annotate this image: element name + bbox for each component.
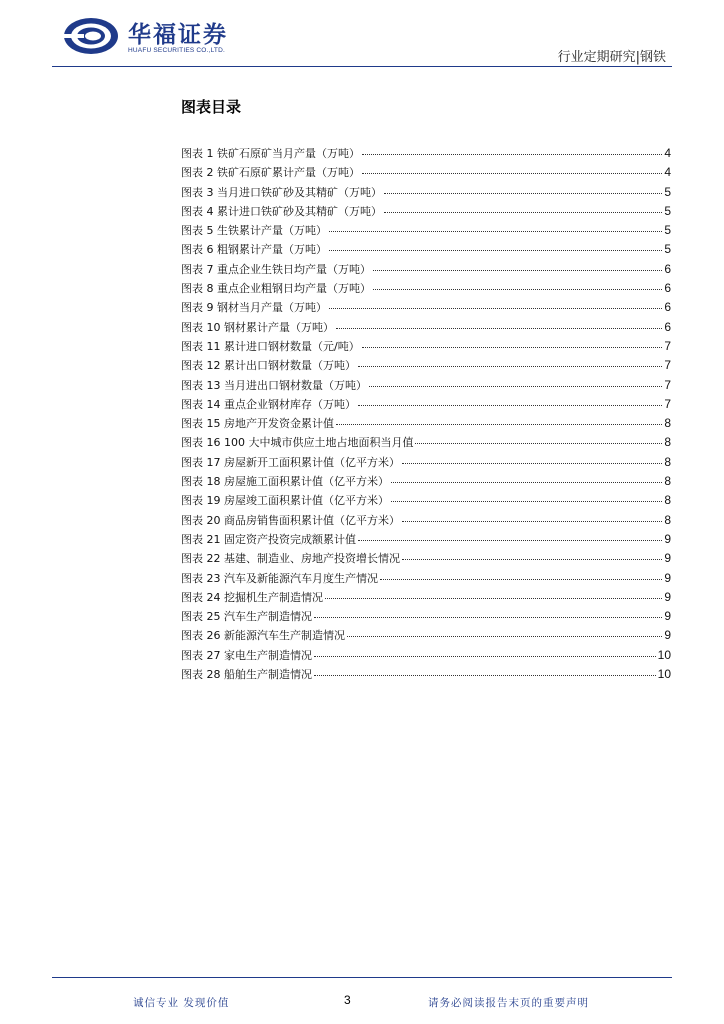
toc-entry-label: 图表 20 商品房销售面积累计值（亿平方米） bbox=[181, 513, 400, 527]
toc-entry-page: 9 bbox=[664, 570, 671, 585]
toc-entry[interactable] bbox=[181, 434, 671, 453]
toc-entry[interactable] bbox=[181, 145, 671, 164]
toc-entry[interactable] bbox=[181, 473, 671, 492]
toc-dot-leader bbox=[362, 347, 663, 348]
toc-dot-leader bbox=[391, 501, 662, 502]
toc-entry-page: 8 bbox=[664, 493, 671, 508]
logo-chinese-name: 华福证券 bbox=[128, 21, 228, 48]
toc-entry-page: 9 bbox=[664, 609, 671, 624]
toc-dot-leader bbox=[329, 250, 662, 251]
toc-entry[interactable] bbox=[181, 261, 671, 280]
toc-dot-leader bbox=[369, 386, 662, 387]
toc-title: 图表目录 bbox=[181, 98, 242, 116]
toc-entry-label: 图表 2 铁矿石原矿累计产量（万吨） bbox=[181, 166, 360, 180]
toc-dot-leader bbox=[373, 270, 662, 271]
toc-entry[interactable] bbox=[181, 164, 671, 183]
toc-entry[interactable] bbox=[181, 338, 671, 357]
toc-dot-leader bbox=[347, 636, 662, 637]
toc-entry-page: 9 bbox=[664, 551, 671, 566]
toc-dot-leader bbox=[329, 308, 662, 309]
toc-entry[interactable] bbox=[181, 627, 671, 646]
toc-dot-leader bbox=[314, 617, 662, 618]
toc-dot-leader bbox=[358, 405, 662, 406]
toc-entry-label: 图表 8 重点企业粗钢日均产量（万吨） bbox=[181, 282, 371, 296]
toc-entry[interactable] bbox=[181, 454, 671, 473]
toc-dot-leader bbox=[380, 579, 662, 580]
toc-dot-leader bbox=[402, 521, 662, 522]
huafu-logo-icon bbox=[62, 16, 120, 56]
toc-entry-label: 图表 1 铁矿石原矿当月产量（万吨） bbox=[181, 147, 360, 160]
toc-entry-label: 图表 5 生铁累计产量（万吨） bbox=[181, 224, 327, 238]
toc-entry-page: 5 bbox=[664, 242, 671, 257]
toc-entry-page: 4 bbox=[664, 146, 671, 160]
toc-dot-leader bbox=[325, 598, 662, 599]
toc-entry[interactable] bbox=[181, 357, 671, 376]
toc-entry-page: 6 bbox=[664, 300, 671, 315]
footer-divider bbox=[52, 977, 672, 978]
page-number: 3 bbox=[344, 993, 351, 1007]
toc-entry-label: 图表 18 房屋施工面积累计值（亿平方米） bbox=[181, 475, 389, 489]
toc-entry-page: 8 bbox=[664, 454, 671, 469]
toc-entry-label: 图表 22 基建、制造业、房地产投资增长情况 bbox=[181, 552, 400, 566]
toc-entry-label: 图表 24 挖掘机生产制造情况 bbox=[181, 590, 323, 604]
toc-entry[interactable] bbox=[181, 299, 671, 318]
toc-dot-leader bbox=[358, 540, 662, 541]
toc-entry-label: 图表 13 当月进出口钢材数量（万吨） bbox=[181, 378, 367, 392]
toc-dot-leader bbox=[384, 212, 662, 213]
toc-entry-page: 6 bbox=[664, 281, 671, 296]
toc-entry[interactable] bbox=[181, 184, 671, 203]
toc-entry-page: 9 bbox=[664, 628, 671, 643]
toc-entry-page: 6 bbox=[664, 319, 671, 334]
toc-dot-leader bbox=[314, 656, 656, 657]
toc-entry[interactable] bbox=[181, 222, 671, 241]
toc-entry-label: 图表 26 新能源汽车生产制造情况 bbox=[181, 629, 345, 643]
toc-entry-page: 9 bbox=[664, 531, 671, 546]
toc-dot-leader bbox=[402, 463, 662, 464]
toc-entry-label: 图表 10 钢材累计产量（万吨） bbox=[181, 320, 334, 334]
logo-english-name: HUAFU SECURITIES CO.,LTD. bbox=[128, 47, 225, 54]
toc-dot-leader bbox=[336, 424, 662, 425]
toc-entry[interactable] bbox=[181, 512, 671, 531]
toc-entry-label: 图表 27 家电生产制造情况 bbox=[181, 648, 312, 662]
toc-entry[interactable] bbox=[181, 319, 671, 338]
toc-entry[interactable] bbox=[181, 396, 671, 415]
toc-entry-label: 图表 9 钢材当月产量（万吨） bbox=[181, 301, 327, 315]
toc-entry-label: 图表 23 汽车及新能源汽车月度生产情况 bbox=[181, 571, 378, 585]
toc-entry-page: 8 bbox=[664, 512, 671, 527]
toc-entry-page: 9 bbox=[664, 589, 671, 604]
toc-entry[interactable] bbox=[181, 531, 671, 550]
toc-dot-leader bbox=[329, 231, 662, 232]
toc-entry-page: 10 bbox=[657, 667, 671, 682]
toc-entry-label: 图表 6 粗钢累计产量（万吨） bbox=[181, 243, 327, 257]
toc-entry-page: 5 bbox=[664, 184, 671, 199]
footer-disclaimer: 请务必阅读报告末页的重要声明 bbox=[428, 997, 589, 1009]
toc-dot-leader bbox=[336, 328, 662, 329]
toc-entry-page: 8 bbox=[664, 435, 671, 450]
toc-entry[interactable] bbox=[181, 647, 671, 666]
toc-dot-leader bbox=[391, 482, 662, 483]
toc-dot-leader bbox=[362, 173, 662, 174]
toc-entry-label: 图表 11 累计进口钢材数量（元/吨） bbox=[181, 339, 360, 353]
toc-dot-leader bbox=[415, 443, 662, 444]
toc-entry-page: 7 bbox=[664, 338, 671, 353]
toc-entry-page: 8 bbox=[664, 474, 671, 489]
toc-entry[interactable] bbox=[181, 550, 671, 569]
toc-entry-label: 图表 25 汽车生产制造情况 bbox=[181, 610, 312, 624]
toc-entry[interactable] bbox=[181, 608, 671, 627]
footer-slogan: 诚信专业 发现价值 bbox=[133, 997, 230, 1009]
toc-entry[interactable] bbox=[181, 666, 671, 685]
toc-dot-leader bbox=[358, 366, 662, 367]
toc-entry-page: 7 bbox=[664, 358, 671, 373]
toc-dot-leader bbox=[314, 675, 656, 676]
toc-entry-page: 6 bbox=[664, 261, 671, 276]
toc-entry[interactable] bbox=[181, 203, 671, 222]
toc-dot-leader bbox=[384, 193, 662, 194]
toc-entry[interactable] bbox=[181, 377, 671, 396]
toc-entry[interactable] bbox=[181, 492, 671, 511]
toc-dot-leader bbox=[402, 559, 662, 560]
toc-entry-page: 7 bbox=[664, 396, 671, 411]
report-type-label: 行业定期研究|钢铁 bbox=[557, 50, 666, 65]
toc-entry-label: 图表 15 房地产开发资金累计值 bbox=[181, 417, 334, 431]
company-logo bbox=[62, 16, 242, 58]
toc-entry-page: 8 bbox=[664, 416, 671, 431]
toc-entry[interactable] bbox=[181, 241, 671, 260]
toc-dot-leader bbox=[362, 154, 662, 155]
toc-entry-label: 图表 17 房屋新开工面积累计值（亿平方米） bbox=[181, 455, 400, 469]
toc-entry-page: 5 bbox=[664, 223, 671, 238]
toc-entry[interactable] bbox=[181, 415, 671, 434]
header-divider bbox=[52, 66, 672, 67]
toc-entry-label: 图表 28 船舶生产制造情况 bbox=[181, 668, 312, 682]
toc-entry[interactable] bbox=[181, 589, 671, 608]
toc-entry-label: 图表 4 累计进口铁矿砂及其精矿（万吨） bbox=[181, 204, 382, 218]
toc-entry-label: 图表 19 房屋竣工面积累计值（亿平方米） bbox=[181, 494, 389, 508]
toc-entry[interactable] bbox=[181, 280, 671, 299]
toc-entry-label: 图表 21 固定资产投资完成额累计值 bbox=[181, 532, 356, 546]
toc-entry-page: 4 bbox=[664, 165, 671, 180]
toc-entry-label: 图表 7 重点企业生铁日均产量（万吨） bbox=[181, 262, 371, 276]
toc-entry-label: 图表 3 当月进口铁矿砂及其精矿（万吨） bbox=[181, 185, 382, 199]
toc-entry-page: 5 bbox=[664, 203, 671, 218]
toc-entry[interactable] bbox=[181, 570, 671, 589]
toc-dot-leader bbox=[373, 289, 662, 290]
toc-entry-label: 图表 14 重点企业钢材库存（万吨） bbox=[181, 397, 356, 411]
table-of-figures bbox=[181, 145, 671, 685]
toc-entry-label: 图表 16 100 大中城市供应土地占地面积当月值 bbox=[181, 436, 414, 450]
toc-entry-page: 10 bbox=[657, 647, 671, 662]
toc-entry-label: 图表 12 累计出口钢材数量（万吨） bbox=[181, 359, 356, 373]
toc-entry-page: 7 bbox=[664, 377, 671, 392]
